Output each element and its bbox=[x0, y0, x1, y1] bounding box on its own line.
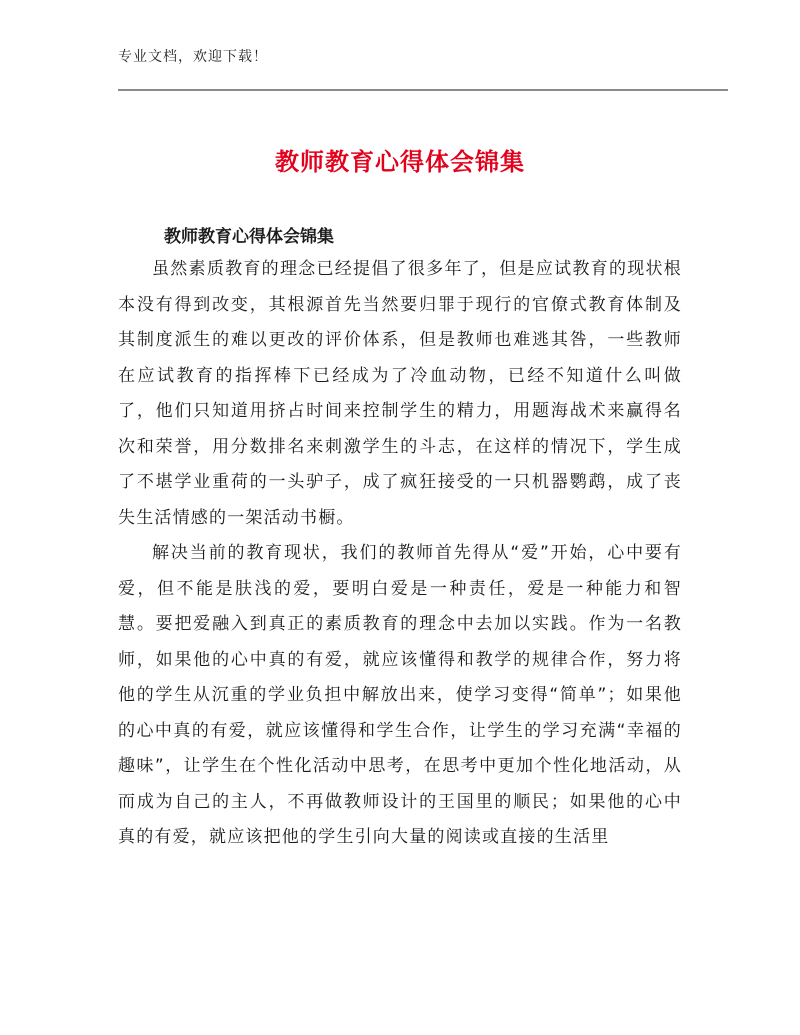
body-text bbox=[118, 252, 682, 856]
document-subtitle: 教师教育心得体会锦集 bbox=[164, 227, 334, 247]
page-header: 专业文档，欢迎下载！ bbox=[118, 49, 268, 65]
paragraph-2: 解决当前的教育现状，我们的教师首先得从“爱”开始，心中要有爱，但不能是肤浅的爱，要明白爱是一种责任，爱是一种能力和智慧。要把爱融入到真正的素质教育的理念中去加以实践。作为一名教师，如果他的心中真的有爱，就应该懂得和教学的规律合作，努力将他的学生从沉重的学业负担中解放出来，使学习变得“简单”；如果他的心中真的有爱，就应该懂得和学生合作，让学生的学习充满“幸福的趣味”，让学生在个性化活动中思考，在思考中更加个性化地活动，从而成为自己的主人，不再做教师设计的王国里的顺民；如果他的心中真的有爱，就应该把他的学生引向大量的阅读或直接的生活里 bbox=[118, 543, 682, 847]
header-divider bbox=[118, 89, 728, 91]
document-title: 教师教育心得体会锦集 bbox=[275, 148, 525, 176]
paragraph-1: 虽然素质教育的理念已经提倡了很多年了，但是应试教育的现状根本没有得到改变，其根源首先当然要归罪于现行的官僚式教育体制及其制度派生的难以更改的评价体系，但是教师也难逃其咎，一些教师在应试教育的指挥棒下已经成为了冷血动物，已经不知道什么叫做了，他们只知道用挤占时间来控制学生的精力，用题海战术来赢得名次和荣誉，用分数排名来刺激学生的斗志，在这样的情况下，学生成了不堪学业重荷的一头驴子，成了疯狂接受的一只机器鹦鹉，成了丧失生活情感的一架活动书橱。 bbox=[118, 259, 682, 528]
